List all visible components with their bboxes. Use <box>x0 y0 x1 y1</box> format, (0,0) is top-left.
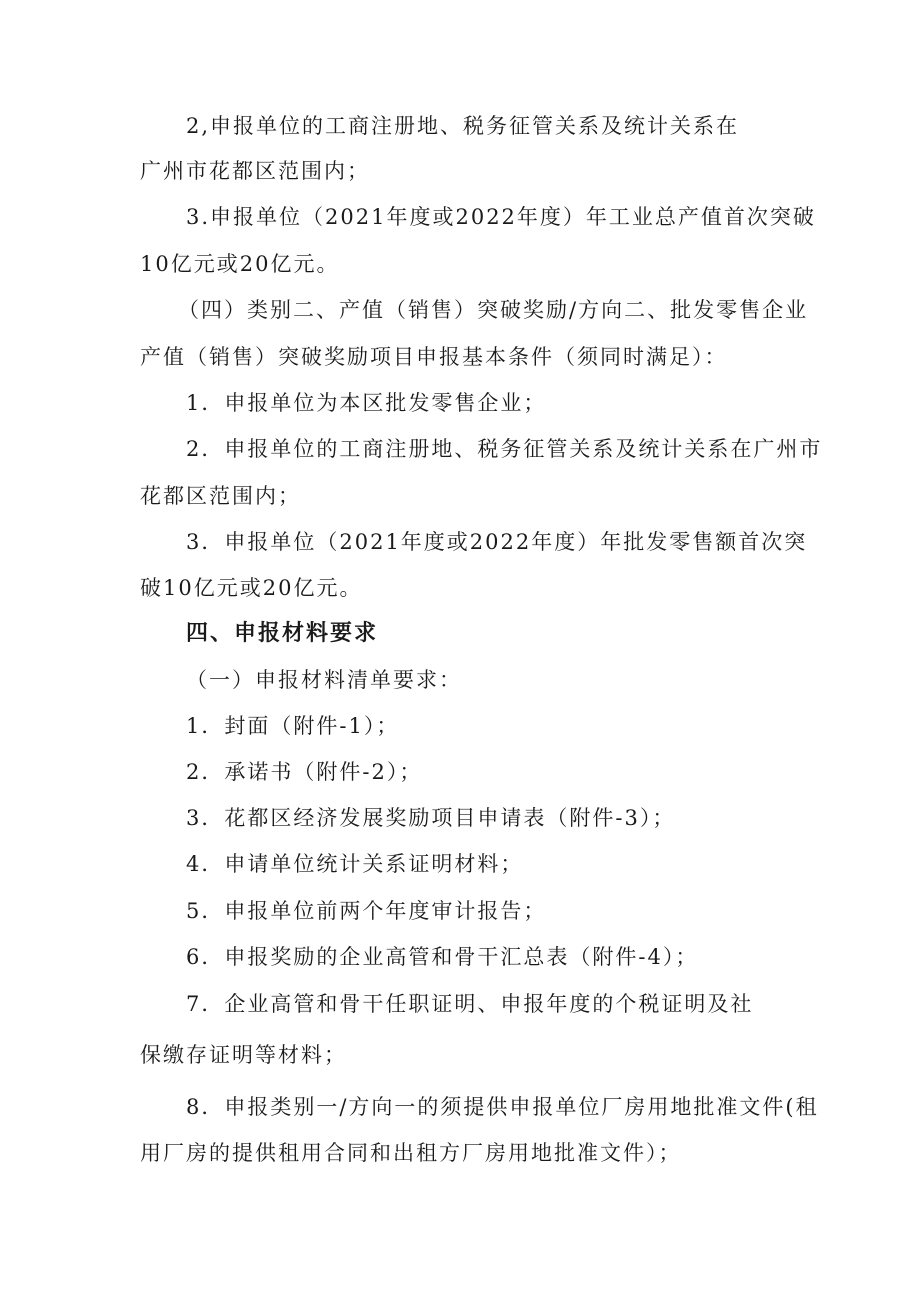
section-heading: 四、申报材料要求 <box>186 621 379 646</box>
list-item: 7．企业高管和骨干任职证明、申报年度的个税证明及社 <box>186 992 754 1016</box>
paragraph-line: 用厂房的提供租用合同和出租方厂房用地批准文件）； <box>140 1141 682 1165</box>
paragraph-line: 1．申报单位为本区批发零售企业； <box>186 391 547 415</box>
list-item: 4．申请单位统计关系证明材料； <box>186 852 524 876</box>
paragraph-line: 2．申报单位的工商注册地、税务征管关系及统计关系在广州市 <box>186 437 823 461</box>
list-item: 6．申报奖励的企业高管和骨干汇总表（附件-4）； <box>186 945 699 969</box>
paragraph-line: （一）申报材料清单要求： <box>186 668 462 692</box>
paragraph-line: 10亿元或20亿元。 <box>140 252 340 276</box>
list-item: 1．封面（附件-1）； <box>186 714 400 738</box>
list-item: 2．承诺书（附件-2）； <box>186 760 423 784</box>
paragraph-line: 3．申报单位（2021年度或2022年度）年批发零售额首次突 <box>186 530 808 554</box>
paragraph-line: 2,申报单位的工商注册地、税务征管关系及统计关系在 <box>186 114 740 138</box>
list-item: 5．申报单位前两个年度审计报告； <box>186 899 547 923</box>
list-item: 3．花都区经济发展奖励项目申请表（附件-3）； <box>186 806 676 830</box>
paragraph-line: 保缴存证明等材料； <box>140 1043 347 1067</box>
paragraph-line: 产值（销售）突破奖励项目申报基本条件（须同时满足）： <box>140 345 728 369</box>
paragraph-line: 3.申报单位（2021年度或2022年度）年工业总产值首次突破 <box>186 205 816 229</box>
list-item: 8．申报类别一/方向一的须提供申报单位厂房用地批准文件(租 <box>186 1095 819 1119</box>
paragraph-line: 花都区范围内； <box>140 484 301 508</box>
paragraph-line: 破10亿元或20亿元。 <box>140 576 363 600</box>
paragraph-line: 广州市花都区范围内； <box>140 159 370 183</box>
paragraph-line: （四）类别二、产值（销售）突破奖励/方向二、批发零售企业 <box>178 298 809 322</box>
